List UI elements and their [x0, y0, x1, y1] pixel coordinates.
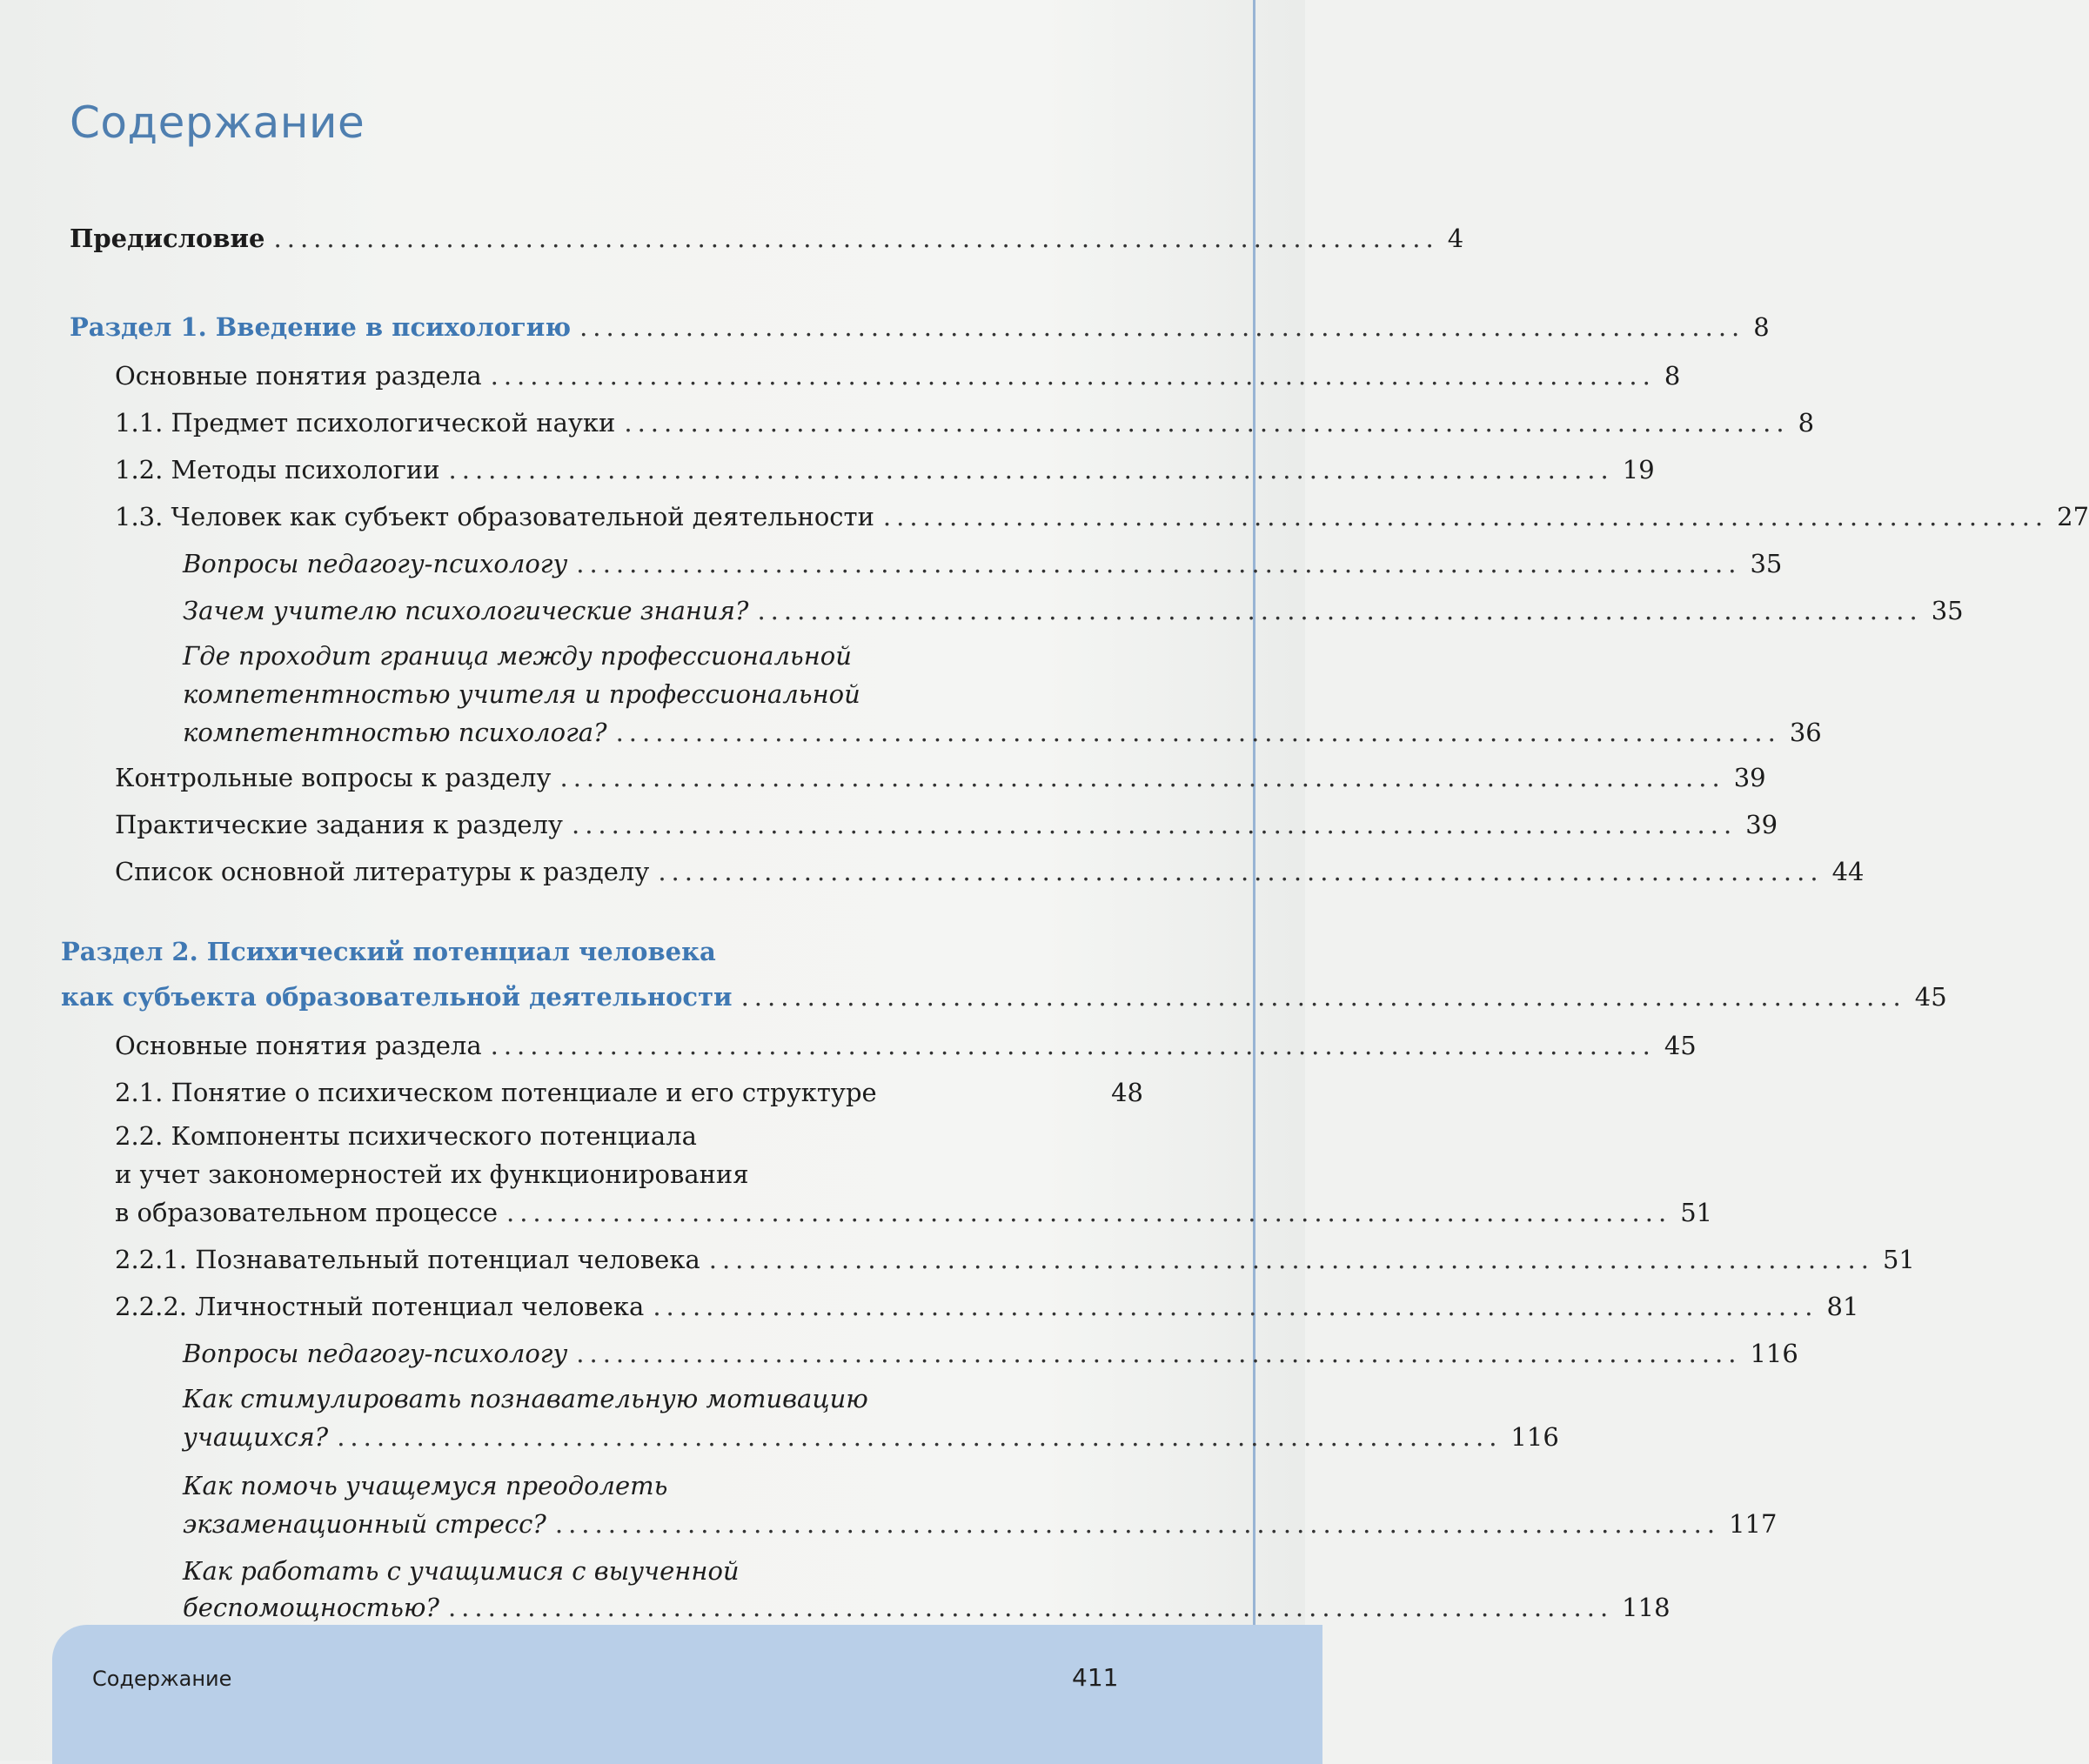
toc-entry-stress-line-1: Как помочь учащемуся преодолеть [183, 1471, 668, 1500]
toc-entry-page: 81 [1826, 1292, 1859, 1321]
toc-entry-text: Предисловие [70, 224, 265, 253]
toc-entry-2-2[interactable] [115, 1197, 1713, 1228]
leader-dots: ........................................................................................ [882, 502, 2049, 531]
leader-dots: ........................................................................................ [653, 1292, 1818, 1321]
running-footer-label: Содержание [92, 1667, 232, 1691]
toc-entry-page: 4 [1447, 224, 1464, 253]
leader-dots: ........................................................................................ [506, 1198, 1672, 1227]
toc-entry-section-1[interactable] [70, 311, 1770, 343]
toc-entry-questions-2[interactable] [183, 1338, 1798, 1369]
toc-entry-page: 39 [1733, 763, 1766, 792]
leader-dots: ........................................................................................ [490, 361, 1656, 391]
toc-entry-helplessness-line-1: Как работать с учащимися с выученной [183, 1556, 740, 1586]
leader-dots: ........................................................................................ [658, 857, 1824, 886]
toc-entry-text: 1.2. Методы психологии [115, 455, 440, 484]
toc-entry-page: 8 [1798, 408, 1815, 438]
toc-entry-2-2-1[interactable] [115, 1244, 1915, 1275]
leader-dots: ........................................................................................ [576, 1339, 1742, 1368]
toc-entry-motivation-line-1: Как стимулировать познавательную мотивацию [183, 1384, 868, 1413]
leader-dots: ........................................................................................ [579, 312, 1745, 342]
toc-entry-text: Зачем учителю психологические знания? [183, 596, 749, 625]
leader-dots: ........................................................................................ [448, 455, 1614, 484]
toc-entry-1-2[interactable] [115, 454, 1655, 485]
toc-entry-text: 1.1. Предмет психологической науки [115, 408, 616, 438]
toc-entry-text: Практические задания к разделу [115, 810, 563, 839]
toc-entry-2-1[interactable] [115, 1077, 1143, 1108]
toc-entry-text: как субъекта образовательной деятельности [61, 982, 733, 1012]
toc-entry-page: 8 [1753, 312, 1770, 342]
toc-entry-page: 116 [1510, 1422, 1559, 1452]
toc-entry-page: 45 [1664, 1031, 1697, 1060]
toc-entry-text: Список основной литературы к разделу [115, 857, 650, 886]
toc-entry-text: 1.3. Человек как субъект образовательной деятельности [115, 502, 874, 531]
toc-entry-page: 118 [1622, 1593, 1671, 1622]
toc-entry-1-1[interactable] [115, 407, 1815, 438]
toc-entry-section-2-line-1: Раздел 2. Психический потенциал человека [61, 937, 716, 966]
toc-entry-boundary-line-2: компетентностью учителя и профессиональной [183, 679, 860, 709]
toc-entry-text: беспомощностью? [183, 1593, 439, 1622]
leader-dots: ........................................................................................ [576, 549, 1742, 578]
toc-entry-helplessness[interactable] [183, 1592, 1671, 1623]
page-number: 411 [1072, 1663, 1119, 1692]
leader-dots: ........................................................................................ [273, 224, 1439, 253]
toc-entry-page: 44 [1831, 857, 1865, 886]
toc-entry-why-teacher[interactable] [183, 595, 1964, 626]
toc-entry-page: 27 [2057, 502, 2089, 531]
toc-entry-stress[interactable] [183, 1508, 1778, 1540]
toc-entry-text: Контрольные вопросы к разделу [115, 763, 552, 792]
leader-dots: ........................................................................................ [447, 1593, 1614, 1622]
toc-entry-literature-1[interactable] [115, 856, 1865, 887]
toc-entry-2-basic-concepts[interactable] [115, 1030, 1697, 1061]
toc-entry-page: 116 [1750, 1339, 1798, 1368]
toc-entry-page: 51 [1680, 1198, 1713, 1227]
toc-entry-boundary-line-1: Где проходит граница между профессиональной [183, 641, 852, 671]
toc-entry-page: 35 [1931, 596, 1964, 625]
toc-entry-text: Основные понятия раздела [115, 1031, 482, 1060]
toc-entry-text: экзаменационный стресс? [183, 1509, 546, 1539]
leader-dots: ........................................................................................ [624, 408, 1790, 438]
toc-entry-text: учащихся? [183, 1422, 329, 1452]
toc-entry-page: 8 [1664, 361, 1681, 391]
leader-dots: ........................................................................................ [554, 1509, 1721, 1539]
toc-entry-boundary[interactable] [183, 717, 1822, 748]
leader-dots: ........................................................................................ [740, 982, 1906, 1012]
toc-entry-questions-1[interactable] [183, 548, 1783, 579]
toc-entry-text: Раздел 1. Введение в психологию [70, 312, 572, 342]
toc-entry-page: 48 [1111, 1078, 1143, 1107]
toc-entry-text: Вопросы педагогу-психологу [183, 549, 568, 578]
toc-entry-1-basic-concepts[interactable] [115, 360, 1681, 391]
toc-entry-control-questions-1[interactable] [115, 762, 1766, 793]
toc-entry-motivation[interactable] [183, 1421, 1559, 1453]
toc-entry-text: 2.2.1. Познавательный потенциал человека [115, 1245, 700, 1274]
toc-entry-2-2-line-1: 2.2. Компоненты психического потенциала [115, 1121, 697, 1151]
toc-entry-page: 51 [1882, 1245, 1915, 1274]
toc-entry-2-2-line-2: и учет закономерностей их функционирования [115, 1159, 749, 1189]
leader-dots: ........................................................................................ [572, 810, 1737, 839]
toc-entry-page: 39 [1745, 810, 1778, 839]
toc-entry-section-2[interactable] [61, 981, 1947, 1012]
toc-entry-text: 2.1. Понятие о психическом потенциале и его структуре [115, 1078, 877, 1107]
toc-entry-2-2-2[interactable] [115, 1291, 1859, 1322]
toc-entry-1-3[interactable] [115, 501, 2089, 532]
page-title: Содержание [70, 97, 365, 148]
footer-band [52, 1625, 1322, 1764]
toc-entry-page: 36 [1789, 718, 1822, 747]
toc-entry-page: 117 [1729, 1509, 1778, 1539]
toc-entry-text: Вопросы педагогу-психологу [183, 1339, 568, 1368]
toc-entry-preface[interactable] [70, 223, 1464, 254]
leader-dots: ........................................................................................ [337, 1422, 1503, 1452]
leader-dots: ........................................................................................ [615, 718, 1781, 747]
toc-entry-text: компетентностью психолога? [183, 718, 607, 747]
leader-dots: ........................................................................................ [490, 1031, 1656, 1060]
toc-entry-practical-1[interactable] [115, 809, 1778, 840]
toc-entry-page: 19 [1622, 455, 1655, 484]
toc-entry-text: в образовательном процессе [115, 1198, 498, 1227]
leader-dots: ........................................................................................ [559, 763, 1725, 792]
toc-entry-page: 35 [1750, 549, 1783, 578]
toc-entry-text: 2.2.2. Личностный потенциал человека [115, 1292, 645, 1321]
toc-entry-page: 45 [1914, 982, 1947, 1012]
toc-entry-text: Основные понятия раздела [115, 361, 482, 391]
leader-dots: ........................................................................................ [708, 1245, 1874, 1274]
leader-dots: ........................................................................................ [757, 596, 1923, 625]
